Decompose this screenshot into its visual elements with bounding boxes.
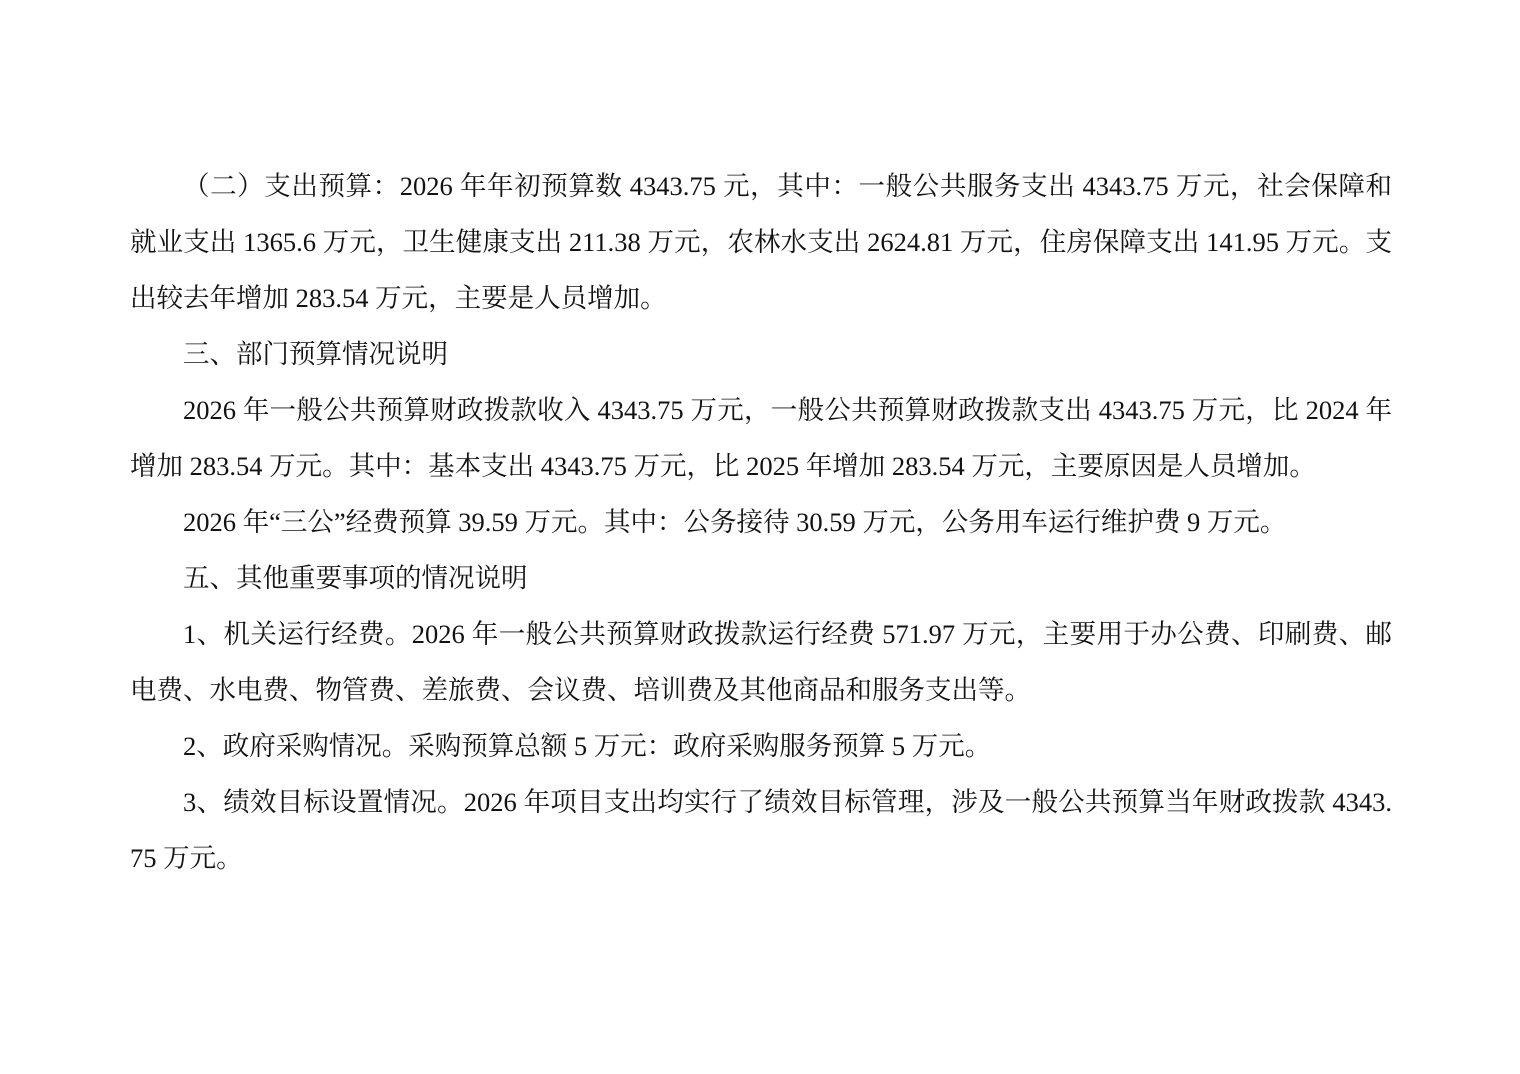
- paragraph: 2026 年一般公共预算财政拨款收入 4343.75 万元，一般公共预算财政拨款支出 4343.75 万元，比 2024 年增加 283.54 万元。其中：基本支出 4343.75 万元，比 2025 年增加 283.54 万元，主要原因是人员增加。: [130, 395, 1392, 481]
- paragraph: 3、绩效目标设置情况。2026 年项目支出均实行了绩效目标管理，涉及一般公共预算当年财政拨款 4343.75 万元。: [130, 787, 1392, 873]
- paragraph: 2、政府采购情况。采购预算总额 5 万元：政府采购服务预算 5 万元。: [183, 731, 992, 761]
- paragraph: 2026 年“三公”经费预算 39.59 万元。其中：公务接待 30.59 万元，公务用车运行维护费 9 万元。: [183, 507, 1287, 537]
- section-heading: 五、其他重要事项的情况说明: [183, 563, 528, 593]
- paragraph: （二）支出预算：2026 年年初预算数 4343.75 元，其中：一般公共服务支出 4343.75 万元，社会保障和就业支出 1365.6 万元，卫生健康支出 211.38 万元，农林水支出 2624.81 万元，住房保障支出 141.95 万元。支出较去年增加 283.54 万元，主要是人员增加。: [130, 171, 1392, 313]
- section-heading: 三、部门预算情况说明: [183, 339, 448, 369]
- paragraph: 1、机关运行经费。2026 年一般公共预算财政拨款运行经费 571.97 万元，主要用于办公费、印刷费、邮电费、水电费、物管费、差旅费、会议费、培训费及其他商品和服务支出等。: [130, 619, 1392, 705]
